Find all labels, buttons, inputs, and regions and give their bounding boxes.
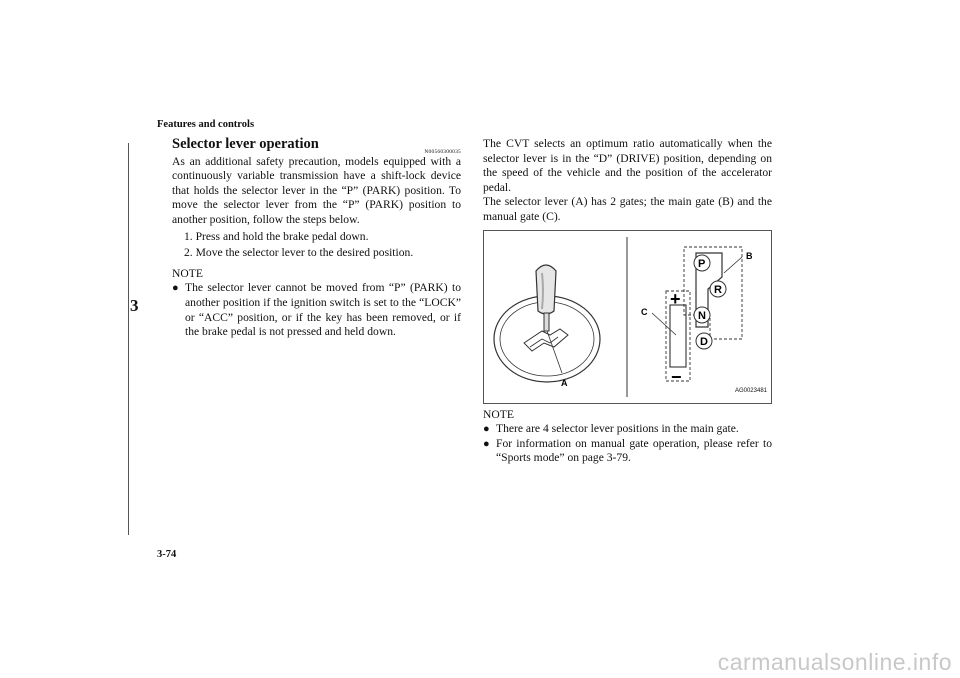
cvt-paragraph: The CVT selects an optimum ratio automatically when the selector lever is in the “D” (DRIVE) position, depending on the speed of the vehicle and the position of the accelerator pedal. (483, 137, 772, 194)
selector-lever-figure (483, 230, 772, 404)
steps-list (184, 230, 461, 261)
manual-minus: − (671, 366, 682, 387)
note-text: For information on manual gate operation, please refer to “Sports mode” on page 3-79. (496, 436, 772, 465)
gates-paragraph: The selector lever (A) has 2 gates; the main gate (B) and the manual gate (C). (483, 195, 772, 223)
gear-p: P (698, 257, 706, 270)
intro-paragraph: As an additional safety precaution, models equipped with a continuously variable transmission have a shift-lock device that holds the selector lever in the “P” (PARK) position. To move the selector lever from the “P” (PARK) position to another position, follow the steps below. (172, 154, 461, 226)
section-title-text: Selector lever operation (172, 136, 319, 152)
note-item (172, 281, 461, 339)
page-number: 3-74 (157, 549, 177, 560)
bullet-icon: ● (483, 423, 490, 436)
bullet-icon: ● (483, 437, 490, 450)
gear-n: N (698, 309, 706, 322)
selector-lever-illustration (484, 231, 771, 403)
label-a: A (561, 377, 568, 388)
step-item: 1. Press and hold the brake pedal down. (184, 229, 369, 243)
bullet-icon: ● (172, 282, 179, 295)
chapter-number: 3 (130, 296, 139, 315)
right-column (483, 137, 772, 466)
note-text: The selector lever cannot be moved from “P” (PARK) to another position if the ignition switch is set to the “LOCK” or “ACC” position, or if the key has been removed, or if the brake pedal is not pressed and held down. (185, 281, 461, 339)
label-b: B (746, 250, 753, 261)
step-item: 2. Move the selector lever to the desired position. (184, 246, 414, 260)
section-title (172, 136, 461, 155)
watermark: carmanualsonline.info (717, 649, 952, 675)
note-label-right: NOTE (483, 407, 514, 421)
manual-plus: + (670, 288, 681, 309)
chapter-tab-line (128, 143, 143, 535)
left-column (172, 137, 461, 340)
gear-d: D (700, 335, 708, 348)
figure-code: AG0023481 (734, 387, 767, 394)
note-text: There are 4 selector lever positions in the main gate. (496, 422, 739, 436)
running-header: Features and controls (157, 119, 255, 130)
note-item (483, 422, 772, 437)
note-item (483, 437, 772, 466)
section-code: N00560300035 (424, 149, 461, 155)
label-c: C (641, 306, 648, 317)
note-label: NOTE (172, 266, 203, 280)
gear-r: R (714, 283, 722, 296)
